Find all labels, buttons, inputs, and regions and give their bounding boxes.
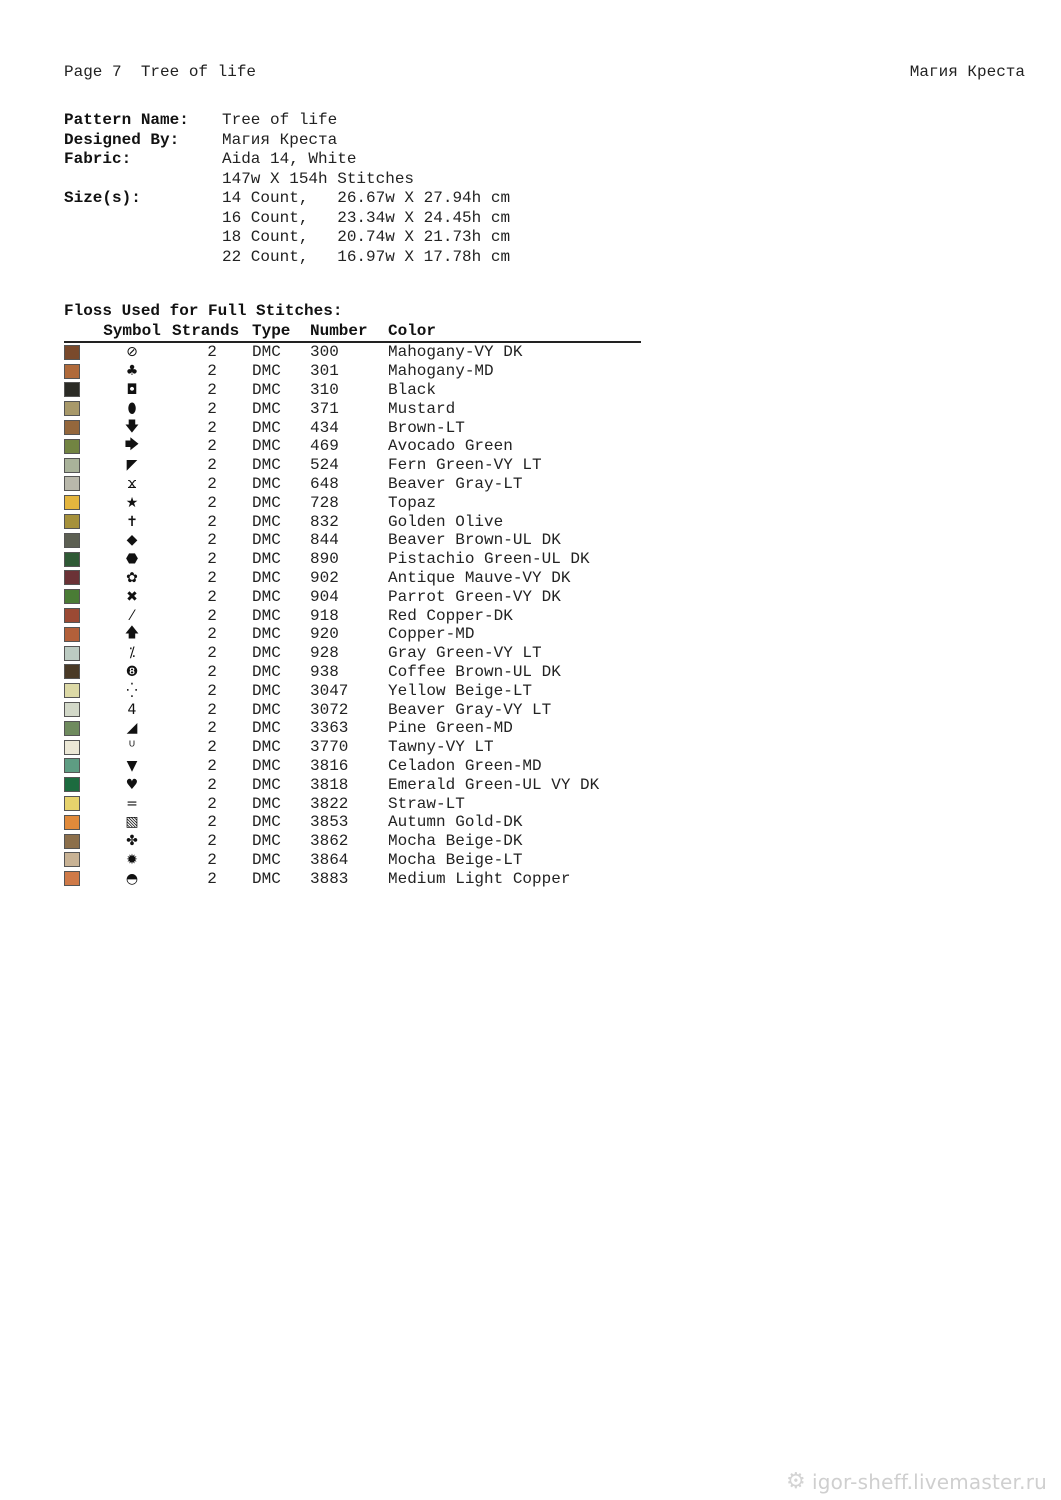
swatch-cell — [64, 552, 92, 567]
swatch-cell — [64, 476, 92, 491]
color-swatch — [64, 683, 80, 698]
strands-value: 2 — [207, 625, 217, 644]
floss-row — [64, 794, 641, 813]
color-name: Beaver Gray-VY LT — [388, 700, 552, 719]
info-value: Магия Креста — [222, 130, 338, 149]
stitch-symbol-icon: ✤ — [126, 833, 138, 850]
strands-value: 2 — [207, 738, 217, 757]
column-header-number: Number — [310, 322, 368, 340]
color-name: Golden Olive — [388, 512, 504, 531]
watermark — [786, 1469, 1047, 1494]
color-swatch — [64, 777, 80, 792]
number-value: 524 — [310, 456, 339, 475]
swatch-cell — [64, 364, 92, 379]
swatch-cell — [64, 514, 92, 529]
color-swatch — [64, 664, 80, 679]
type-value: DMC — [252, 512, 281, 531]
stitch-symbol-icon: 🡆 — [124, 437, 140, 454]
column-header-color: Color — [388, 322, 437, 340]
floss-row — [64, 362, 641, 381]
color-swatch — [64, 345, 80, 360]
number-value: 938 — [310, 662, 339, 681]
stitch-symbol-icon: ✖ — [126, 588, 138, 605]
color-swatch — [64, 552, 80, 567]
color-swatch — [64, 721, 80, 736]
stitch-symbol-icon: ▧ — [125, 814, 139, 831]
strands-value: 2 — [207, 380, 217, 399]
stitch-symbol-icon: ◢ — [126, 720, 138, 737]
color-name: Pine Green-MD — [388, 719, 513, 738]
stitch-symbol-icon: ◘ — [126, 381, 138, 398]
header-swatch-spacer — [64, 322, 92, 341]
color-name: Celadon Green-MD — [388, 756, 542, 775]
floss-row — [64, 569, 641, 588]
floss-row — [64, 681, 641, 700]
number-value: 844 — [310, 531, 339, 550]
number-value: 904 — [310, 587, 339, 606]
info-row-pattern-name — [64, 111, 510, 131]
strands-value: 2 — [207, 662, 217, 681]
color-swatch — [64, 871, 80, 886]
color-swatch — [64, 495, 80, 510]
color-swatch — [64, 420, 80, 435]
strands-value: 2 — [207, 700, 217, 719]
swatch-cell — [64, 608, 92, 623]
column-header-type: Type — [252, 322, 291, 340]
number-value: 3862 — [310, 832, 349, 851]
stitch-symbol-icon: ▼ — [126, 757, 138, 774]
color-name: Brown-LT — [388, 418, 465, 437]
color-name: Gray Green-VY LT — [388, 644, 542, 663]
type-value: DMC — [252, 493, 281, 512]
stitch-symbol-icon: ✹ — [126, 851, 138, 868]
stitch-symbol-icon: ⁒ — [128, 645, 136, 662]
color-swatch — [64, 796, 80, 811]
number-value: 301 — [310, 362, 339, 381]
color-name: Autumn Gold-DK — [388, 813, 523, 832]
floss-row — [64, 663, 641, 682]
floss-table-header — [64, 322, 641, 343]
floss-section-title: Floss Used for Full Stitches: — [64, 302, 343, 320]
info-label: Pattern Name: — [64, 111, 189, 129]
info-label — [64, 170, 222, 190]
column-header-symbol: Symbol — [103, 322, 161, 340]
number-value: 920 — [310, 625, 339, 644]
color-swatch — [64, 815, 80, 830]
number-value: 3864 — [310, 850, 349, 869]
info-row-size-22 — [64, 248, 510, 268]
type-value: DMC — [252, 850, 281, 869]
strands-value: 2 — [207, 681, 217, 700]
number-value: 310 — [310, 380, 339, 399]
color-swatch — [64, 702, 80, 717]
stitch-symbol-icon: ᵁ — [128, 739, 136, 756]
color-swatch — [64, 758, 80, 773]
strands-value: 2 — [207, 775, 217, 794]
color-name: Topaz — [388, 493, 437, 512]
color-swatch — [64, 740, 80, 755]
floss-row — [64, 512, 641, 531]
stitch-symbol-icon: ⬣ — [125, 551, 139, 568]
swatch-cell — [64, 834, 92, 849]
strands-value: 2 — [207, 437, 217, 456]
type-value: DMC — [252, 456, 281, 475]
floss-row — [64, 757, 641, 776]
floss-row — [64, 719, 641, 738]
number-value: 300 — [310, 343, 339, 362]
swatch-cell — [64, 533, 92, 548]
type-value: DMC — [252, 625, 281, 644]
color-name: Mahogany-MD — [388, 362, 494, 381]
color-swatch — [64, 382, 80, 397]
info-row-size-14 — [64, 189, 510, 209]
floss-row — [64, 475, 641, 494]
number-value: 371 — [310, 399, 339, 418]
swatch-cell — [64, 852, 92, 867]
swatch-cell — [64, 570, 92, 585]
color-name: Straw-LT — [388, 794, 465, 813]
info-label: Fabric: — [64, 150, 132, 168]
color-swatch — [64, 646, 80, 661]
number-value: 3770 — [310, 738, 349, 757]
info-row-size-18 — [64, 228, 510, 248]
color-name: Mahogany-VY DK — [388, 343, 523, 362]
swatch-cell — [64, 758, 92, 773]
floss-table — [64, 322, 641, 888]
color-name: Emerald Green-UL VY DK — [388, 775, 600, 794]
swatch-cell — [64, 420, 92, 435]
info-label — [64, 228, 222, 248]
color-name: Coffee Brown-UL DK — [388, 662, 561, 681]
stitch-symbol-icon: ⬮ — [127, 400, 137, 417]
info-value: 147w X 154h Stitches — [222, 169, 415, 188]
type-value: DMC — [252, 550, 281, 569]
info-label — [64, 209, 222, 229]
strands-value: 2 — [207, 869, 217, 888]
number-value: 3047 — [310, 681, 349, 700]
floss-row — [64, 550, 641, 569]
strands-value: 2 — [207, 531, 217, 550]
number-value: 890 — [310, 550, 339, 569]
color-swatch — [64, 608, 80, 623]
watermark-text: igor-sheff.livemaster.ru — [811, 1469, 1047, 1494]
color-name: Fern Green-VY LT — [388, 456, 542, 475]
stitch-symbol-icon: ❽ — [125, 663, 139, 680]
number-value: 434 — [310, 418, 339, 437]
floss-table-body — [64, 343, 641, 888]
info-row-designed-by — [64, 131, 510, 151]
stitch-symbol-icon: 🡇 — [124, 418, 140, 435]
type-value: DMC — [252, 756, 281, 775]
color-name: Red Copper-DK — [388, 606, 513, 625]
number-value: 3818 — [310, 775, 349, 794]
swatch-cell — [64, 382, 92, 397]
color-swatch — [64, 401, 80, 416]
number-value: 918 — [310, 606, 339, 625]
strands-value: 2 — [207, 343, 217, 362]
swatch-cell — [64, 589, 92, 604]
strands-value: 2 — [207, 418, 217, 437]
type-value: DMC — [252, 869, 281, 888]
floss-row — [64, 738, 641, 757]
color-name: Pistachio Green-UL DK — [388, 550, 590, 569]
floss-row — [64, 456, 641, 475]
color-name: Tawny-VY LT — [388, 738, 494, 757]
strands-value: 2 — [207, 456, 217, 475]
strands-value: 2 — [207, 832, 217, 851]
stitch-symbol-icon: ✝ — [126, 513, 138, 530]
pattern-info — [64, 111, 510, 267]
strands-value: 2 — [207, 587, 217, 606]
color-swatch — [64, 514, 80, 529]
floss-row — [64, 700, 641, 719]
type-value: DMC — [252, 474, 281, 493]
stitch-symbol-icon: ⁄ — [130, 607, 134, 624]
floss-row — [64, 644, 641, 663]
strands-value: 2 — [207, 813, 217, 832]
color-name: Medium Light Copper — [388, 869, 571, 888]
page-header-title: Page 7 Tree of life — [64, 63, 257, 81]
type-value: DMC — [252, 568, 281, 587]
color-swatch — [64, 627, 80, 642]
color-name: Mustard — [388, 399, 456, 418]
column-header-strands: Strands — [172, 322, 240, 340]
floss-row — [64, 493, 641, 512]
page-header-author: Магия Креста — [909, 63, 1025, 81]
floss-row — [64, 381, 641, 400]
strands-value: 2 — [207, 512, 217, 531]
type-value: DMC — [252, 399, 281, 418]
color-name: Mocha Beige-DK — [388, 832, 523, 851]
strands-value: 2 — [207, 606, 217, 625]
info-value: 14 Count, 26.67w X 27.94h cm — [222, 189, 511, 207]
number-value: 3853 — [310, 813, 349, 832]
number-value: 3363 — [310, 719, 349, 738]
color-swatch — [64, 439, 80, 454]
stitch-symbol-icon: ✿ — [126, 569, 138, 586]
type-value: DMC — [252, 813, 281, 832]
stitch-symbol-icon: ♥ — [125, 776, 139, 793]
swatch-cell — [64, 777, 92, 792]
color-name: Yellow Beige-LT — [388, 681, 533, 700]
info-row-size-16 — [64, 209, 510, 229]
stitch-symbol-icon: ★ — [125, 494, 139, 511]
floss-row — [64, 437, 641, 456]
number-value: 469 — [310, 437, 339, 456]
swatch-cell — [64, 401, 92, 416]
swatch-cell — [64, 740, 92, 755]
strands-value: 2 — [207, 719, 217, 738]
strands-value: 2 — [207, 399, 217, 418]
number-value: 3072 — [310, 700, 349, 719]
swatch-cell — [64, 627, 92, 642]
swatch-cell — [64, 815, 92, 830]
info-value: Aida 14, White — [222, 150, 357, 168]
swatch-cell — [64, 702, 92, 717]
color-name: Parrot Green-VY DK — [388, 587, 561, 606]
strands-value: 2 — [207, 644, 217, 663]
strands-value: 2 — [207, 550, 217, 569]
stitch-symbol-icon: ϫ — [127, 475, 137, 492]
type-value: DMC — [252, 832, 281, 851]
stitch-symbol-icon: 🡅 — [124, 625, 140, 642]
number-value: 3822 — [310, 794, 349, 813]
number-value: 3816 — [310, 756, 349, 775]
stitch-symbol-icon: ◓ — [125, 870, 139, 887]
strands-value: 2 — [207, 474, 217, 493]
number-value: 928 — [310, 644, 339, 663]
type-value: DMC — [252, 437, 281, 456]
stitch-symbol-icon: ♣ — [125, 363, 139, 380]
stitch-symbol-icon: ⊘ — [126, 344, 138, 361]
type-value: DMC — [252, 531, 281, 550]
color-swatch — [64, 364, 80, 379]
floss-row — [64, 587, 641, 606]
strands-value: 2 — [207, 794, 217, 813]
color-name: Beaver Brown-UL DK — [388, 531, 561, 550]
number-value: 3883 — [310, 869, 349, 888]
type-value: DMC — [252, 418, 281, 437]
swatch-cell — [64, 439, 92, 454]
floss-row — [64, 625, 641, 644]
number-value: 902 — [310, 568, 339, 587]
number-value: 728 — [310, 493, 339, 512]
color-name: Avocado Green — [388, 437, 513, 456]
color-swatch — [64, 852, 80, 867]
color-swatch — [64, 476, 80, 491]
color-name: Copper-MD — [388, 625, 475, 644]
type-value: DMC — [252, 606, 281, 625]
type-value: DMC — [252, 775, 281, 794]
info-value: Tree of life — [222, 111, 338, 129]
type-value: DMC — [252, 681, 281, 700]
strands-value: 2 — [207, 850, 217, 869]
color-swatch — [64, 589, 80, 604]
floss-row — [64, 343, 641, 362]
floss-row — [64, 851, 641, 870]
swatch-cell — [64, 458, 92, 473]
floss-row — [64, 531, 641, 550]
info-label: Size(s): — [64, 189, 141, 207]
type-value: DMC — [252, 662, 281, 681]
swatch-cell — [64, 345, 92, 360]
color-name: Beaver Gray-LT — [388, 474, 523, 493]
info-row-stitches — [64, 170, 510, 190]
info-value: 16 Count, 23.34w X 24.45h cm — [222, 208, 511, 227]
stitch-symbol-icon: ◤ — [126, 457, 138, 474]
strands-value: 2 — [207, 756, 217, 775]
stitch-symbol-icon: ◆ — [126, 532, 138, 549]
color-swatch — [64, 533, 80, 548]
swatch-cell — [64, 495, 92, 510]
type-value: DMC — [252, 380, 281, 399]
type-value: DMC — [252, 362, 281, 381]
stitch-symbol-icon: = — [126, 795, 138, 812]
stitch-symbol-icon: 4 — [127, 701, 137, 718]
floss-row — [64, 813, 641, 832]
info-label — [64, 248, 222, 268]
info-value: 22 Count, 16.97w X 17.78h cm — [222, 247, 511, 266]
type-value: DMC — [252, 700, 281, 719]
color-name: Mocha Beige-LT — [388, 850, 523, 869]
strands-value: 2 — [207, 493, 217, 512]
type-value: DMC — [252, 644, 281, 663]
color-name: Antique Mauve-VY DK — [388, 568, 571, 587]
number-value: 648 — [310, 474, 339, 493]
strands-value: 2 — [207, 568, 217, 587]
type-value: DMC — [252, 587, 281, 606]
type-value: DMC — [252, 719, 281, 738]
info-label: Designed By: — [64, 130, 180, 149]
swatch-cell — [64, 721, 92, 736]
strands-value: 2 — [207, 362, 217, 381]
swatch-cell — [64, 664, 92, 679]
color-name: Black — [388, 380, 437, 399]
floss-row — [64, 832, 641, 851]
swatch-cell — [64, 683, 92, 698]
gear-icon: ⚙ — [786, 1469, 806, 1494]
info-value: 18 Count, 20.74w X 21.73h cm — [222, 228, 511, 246]
color-swatch — [64, 458, 80, 473]
type-value: DMC — [252, 738, 281, 757]
swatch-cell — [64, 871, 92, 886]
number-value: 832 — [310, 512, 339, 531]
type-value: DMC — [252, 794, 281, 813]
floss-row — [64, 775, 641, 794]
color-swatch — [64, 570, 80, 585]
stitch-symbol-icon: ⁛ — [126, 682, 138, 699]
info-row-fabric — [64, 150, 510, 170]
swatch-cell — [64, 796, 92, 811]
floss-row — [64, 869, 641, 888]
swatch-cell — [64, 646, 92, 661]
type-value: DMC — [252, 343, 281, 362]
color-swatch — [64, 834, 80, 849]
